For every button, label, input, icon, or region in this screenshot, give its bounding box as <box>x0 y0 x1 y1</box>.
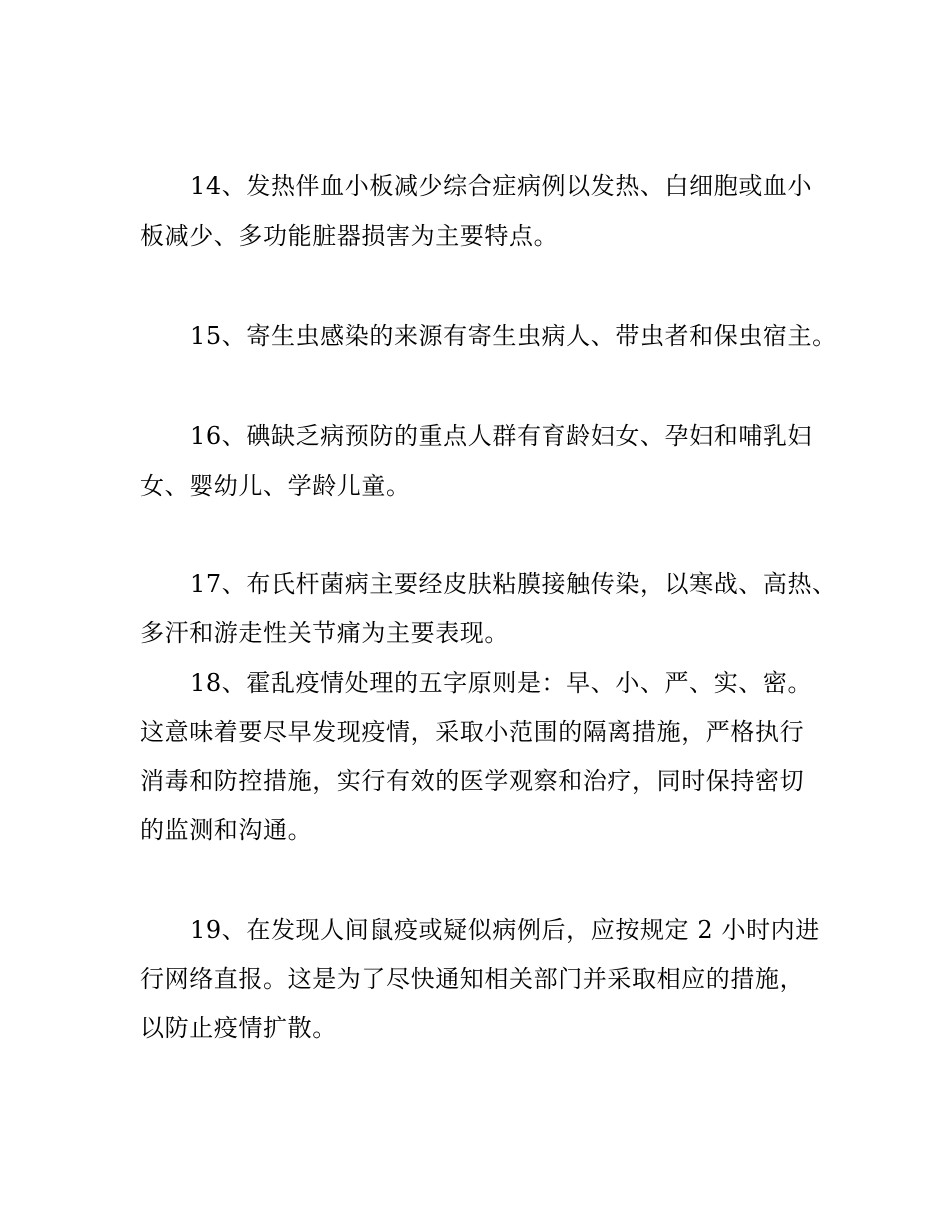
paragraph-15-line-1: 15、寄生虫感染的来源有寄生虫病人、带虫者和保虫宿主。 <box>190 322 837 350</box>
paragraph-17-line-2: 多汗和游走性关节痛为主要表现。 <box>140 619 509 647</box>
paragraph-16-line-1: 16、碘缺乏病预防的重点人群有育龄妇女、孕妇和哺乳妇 <box>190 422 813 450</box>
paragraph-19-line-1: 19、在发现人间鼠疫或疑似病例后，应按规定 2 小时内进 <box>190 916 820 944</box>
paragraph-18-line-2: 这意味着要尽早发现疫情，采取小范围的隔离措施，严格执行 <box>140 718 805 746</box>
paragraph-18-line-4: 的监测和沟通。 <box>140 816 313 844</box>
paragraph-14-line-1: 14、发热伴血小板减少综合症病例以发热、白细胞或血小 <box>190 172 813 200</box>
paragraph-18-line-3: 消毒和防控措施，实行有效的医学观察和治疗，同时保持密切 <box>140 767 805 795</box>
paragraph-17-line-1: 17、布氏杆菌病主要经皮肤粘膜接触传染，以寒战、高热、 <box>190 570 837 598</box>
paragraph-18-line-1: 18、霍乱疫情处理的五字原则是：早、小、严、实、密。 <box>190 669 813 697</box>
paragraph-14-line-2: 板减少、多功能脏器损害为主要特点。 <box>140 222 559 250</box>
paragraph-19-line-2: 行网络直报。这是为了尽快通知相关部门并采取相应的措施， <box>140 965 805 993</box>
paragraph-16-line-2: 女、婴幼儿、学龄儿童。 <box>140 472 411 500</box>
paragraph-19-line-3: 以防止疫情扩散。 <box>140 1014 337 1042</box>
